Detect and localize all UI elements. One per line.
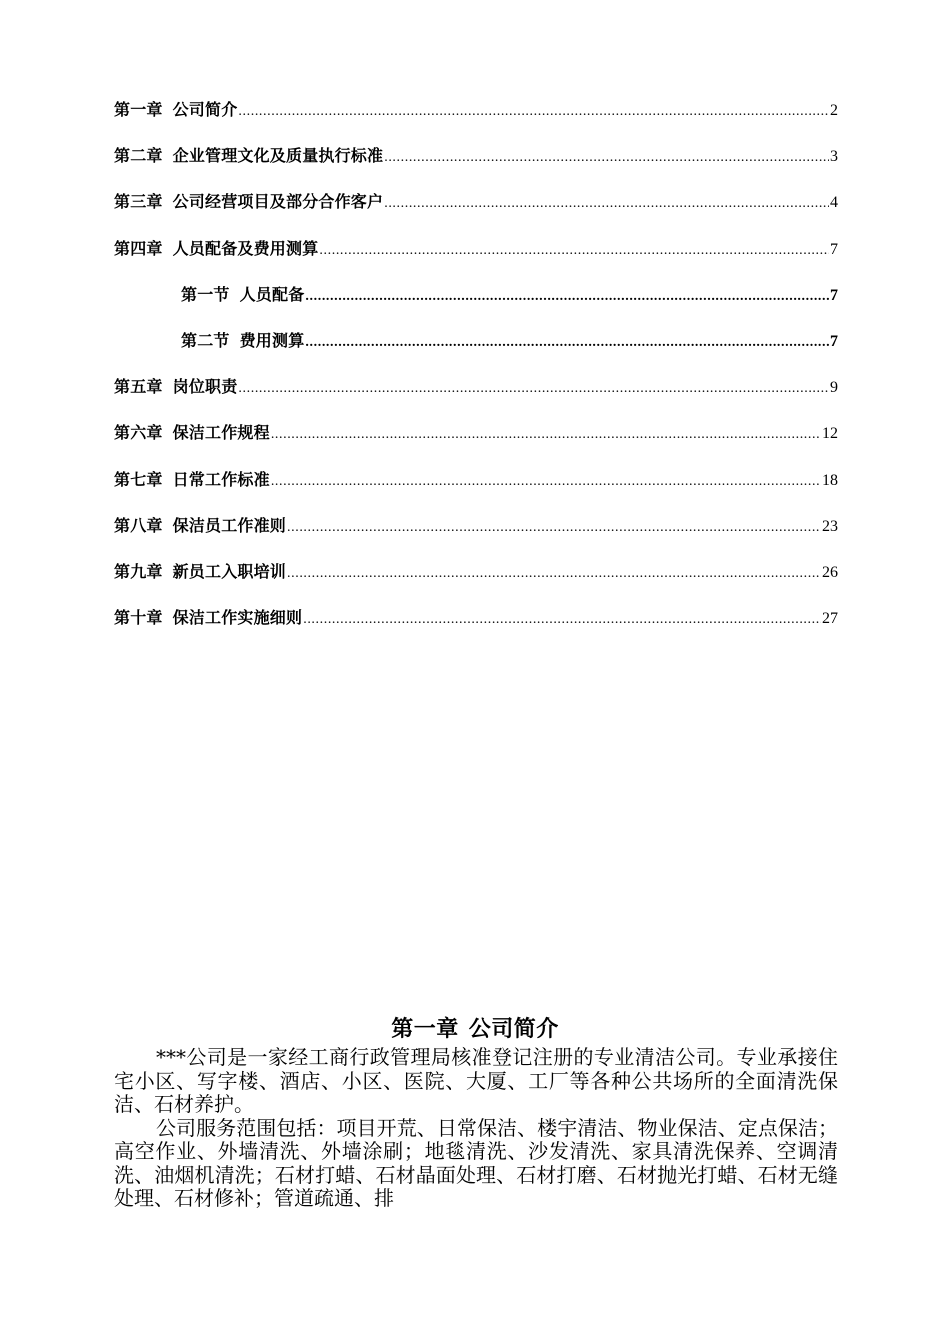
toc-page-number: 3	[830, 148, 838, 166]
toc-leader-dots	[303, 609, 821, 631]
toc-page-number: 23	[822, 517, 838, 535]
toc-page-number: 2	[830, 102, 838, 119]
body-paragraph: 公司服务范围包括：项目开荒、日常保洁、楼宇清洁、物业保洁、定点保洁；高空作业、外墙清洗、外墙涂刷；地毯清洗、沙发清洗、家具清洗保养、空调清洗、油烟机清洗；石材打蜡、石材晶面处理、石材打磨、石材抛光打蜡、石材无缝处理、石材修补；管道疏通、排	[114, 1115, 838, 1210]
toc-section-entry[interactable]	[114, 330, 838, 376]
toc-entry-label: 第一节 人员配备	[181, 284, 305, 304]
toc-entry-label: 第六章 保洁工作规程	[114, 423, 270, 443]
toc-leader-dots	[287, 563, 821, 585]
toc-page-number: 7	[830, 286, 838, 304]
toc-entry[interactable]	[114, 469, 838, 515]
toc-leader-dots	[271, 471, 821, 493]
toc-leader-dots	[305, 286, 829, 308]
toc-entry-label: 第一章 公司简介	[114, 100, 238, 119]
chapter-title-text: 公司简介	[468, 1017, 559, 1042]
toc-entry-label: 第二节 费用测算	[181, 330, 305, 350]
toc-entry[interactable]	[114, 607, 838, 653]
body-paragraph: ***公司是一家经工商行政管理局核准登记注册的专业清洁公司。专业承接住宅小区、写字楼、酒店、小区、医院、大厦、工厂等各种公共场所的全面清洗保洁、石材养护。	[114, 1045, 838, 1116]
toc-page-number: 9	[830, 379, 838, 397]
toc-leader-dots	[287, 517, 821, 539]
toc-leader-dots	[271, 424, 821, 446]
toc-page-number: 18	[822, 471, 838, 489]
chapter-number: 第一章	[391, 1017, 459, 1042]
table-of-contents	[114, 99, 838, 653]
toc-entry-label: 第十章 保洁工作实施细则	[114, 608, 303, 628]
toc-entry-label: 第二章 企业管理文化及质量执行标准	[114, 146, 384, 166]
toc-page-number: 27	[822, 610, 838, 628]
toc-entry-label: 第三章 公司经营项目及部分合作客户	[114, 192, 384, 212]
toc-leader-dots	[384, 193, 829, 215]
toc-entry[interactable]	[114, 376, 838, 422]
chapter-body	[114, 1046, 838, 1211]
toc-leader-dots	[238, 378, 829, 400]
toc-page-number: 7	[830, 332, 838, 350]
toc-entry[interactable]	[114, 99, 838, 145]
toc-entry[interactable]	[114, 145, 838, 191]
toc-page-number: 7	[830, 240, 838, 258]
toc-entry-label: 第八章 保洁员工作准则	[114, 515, 287, 535]
toc-leader-dots	[319, 240, 829, 262]
toc-entry-label: 第七章 日常工作标准	[114, 469, 270, 489]
toc-page-number: 12	[822, 425, 838, 443]
toc-entry[interactable]	[114, 561, 838, 607]
toc-entry-label: 第四章 人员配备及费用测算	[114, 238, 319, 258]
toc-page-number: 4	[830, 194, 838, 212]
toc-entry[interactable]	[114, 238, 838, 284]
toc-entry[interactable]	[114, 191, 838, 237]
toc-leader-dots	[384, 147, 829, 169]
chapter-heading	[0, 1012, 950, 1043]
toc-leader-dots	[305, 332, 829, 354]
toc-entry[interactable]	[114, 515, 838, 561]
toc-page-number: 26	[822, 563, 838, 581]
toc-entry[interactable]	[114, 422, 838, 468]
toc-leader-dots	[238, 101, 829, 123]
toc-entry-label: 第九章 新员工入职培训	[114, 561, 287, 581]
toc-entry-label: 第五章 岗位职责	[114, 377, 238, 397]
toc-section-entry[interactable]	[114, 284, 838, 330]
